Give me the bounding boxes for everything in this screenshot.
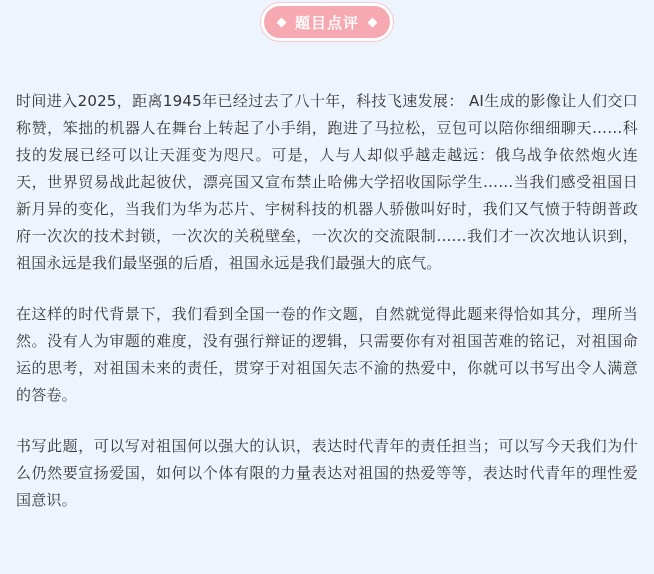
paragraph-1: 时间进入2025，距离1945年已经过去了八十年，科技飞速发展： AI生成的影像让人们交口称赞，笨拙的机器人在舞台上转起了小手绢，跑进了马拉松，豆包可以陪你细细聊天……科技的发展已经可以让天涯变为咫尺。可是，人与人却似乎越走越远：俄乌战争依然炮火连天，世界贸易战此起彼伏，漂亮国又宣布禁止哈佛大学招收国际学生……当我们感受祖国日新月异的变化，当我们为华为芯片、宇树科技的机器人骄傲叫好时，我们又气愤于特朗普政府一次次的技术封锁，一次次的关税壁垒，一次次的交流限制……我们才一次次地认识到，祖国永远是我们最坚强的后盾，祖国永远是我们最强大的底气。 <box>16 92 638 272</box>
paragraph-2: 在这样的时代背景下，我们看到全国一卷的作文题，自然就觉得此题来得恰如其分，理所当然。没有人为审题的难度，没有强行辩证的逻辑，只需要你有对祖国苦难的铭记，对祖国命运的思考，对祖国未来的责任，贯穿于对祖国矢志不渝的热爱中，你就可以书写出令人满意的答卷。 <box>16 305 638 404</box>
left-diamond-icon <box>277 17 287 27</box>
section-header <box>0 2 654 42</box>
paragraph-3: 书写此题，可以写对祖国何以强大的认识，表达时代青年的责任担当；可以写今天我们为什么仍然要宣扬爱国，如何以个体有限的力量表达对祖国的热爱等等，表达时代青年的理性爱国意识。 <box>16 437 638 509</box>
section-title: 题目点评 <box>294 13 359 32</box>
article-body <box>16 88 638 538</box>
title-badge <box>261 3 393 41</box>
right-diamond-icon <box>368 17 378 27</box>
